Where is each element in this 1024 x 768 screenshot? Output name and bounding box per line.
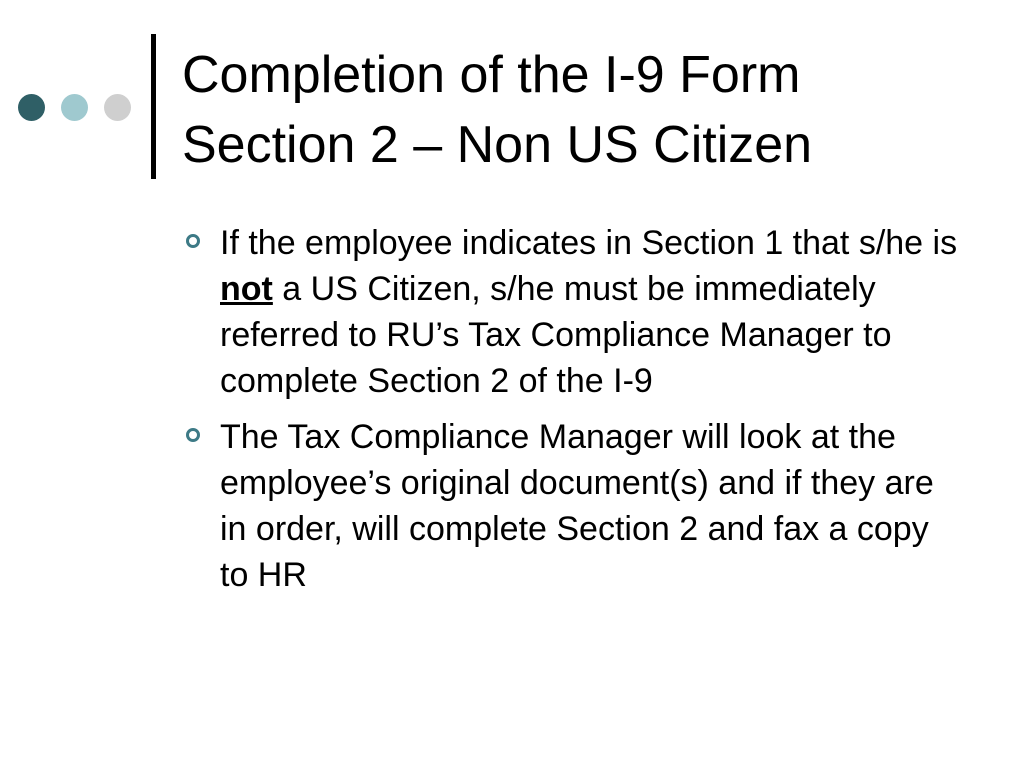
light-teal-dot-icon <box>61 94 88 121</box>
title-divider-line <box>151 34 156 179</box>
dark-teal-dot-icon <box>18 94 45 121</box>
bullet-1-text-after: a US Citizen, s/he must be immediately referred to RU’s Tax Compliance Manager to complete Section 2 of the I-9 <box>220 270 892 400</box>
slide-title <box>182 40 1002 180</box>
bullet-item-1 <box>182 220 962 404</box>
bullet-list <box>182 220 962 608</box>
decorative-dots <box>18 94 132 122</box>
title-line-1: Completion of the I-9 Form <box>182 46 801 104</box>
title-line-2: Section 2 – Non US Citizen <box>182 116 813 174</box>
bullet-2-text: The Tax Compliance Manager will look at the employee’s original document(s) and if they are in order, will complete Section 2 and fax a copy to HR <box>220 418 934 594</box>
gray-dot-icon <box>104 94 131 121</box>
bullet-item-2 <box>182 414 962 598</box>
bullet-1-emphasis: not <box>220 270 273 308</box>
bullet-1-text-before: If the employee indicates in Section 1 that s/he is <box>220 224 958 262</box>
hollow-circle-bullet-icon <box>186 234 200 248</box>
hollow-circle-bullet-icon <box>186 428 200 442</box>
